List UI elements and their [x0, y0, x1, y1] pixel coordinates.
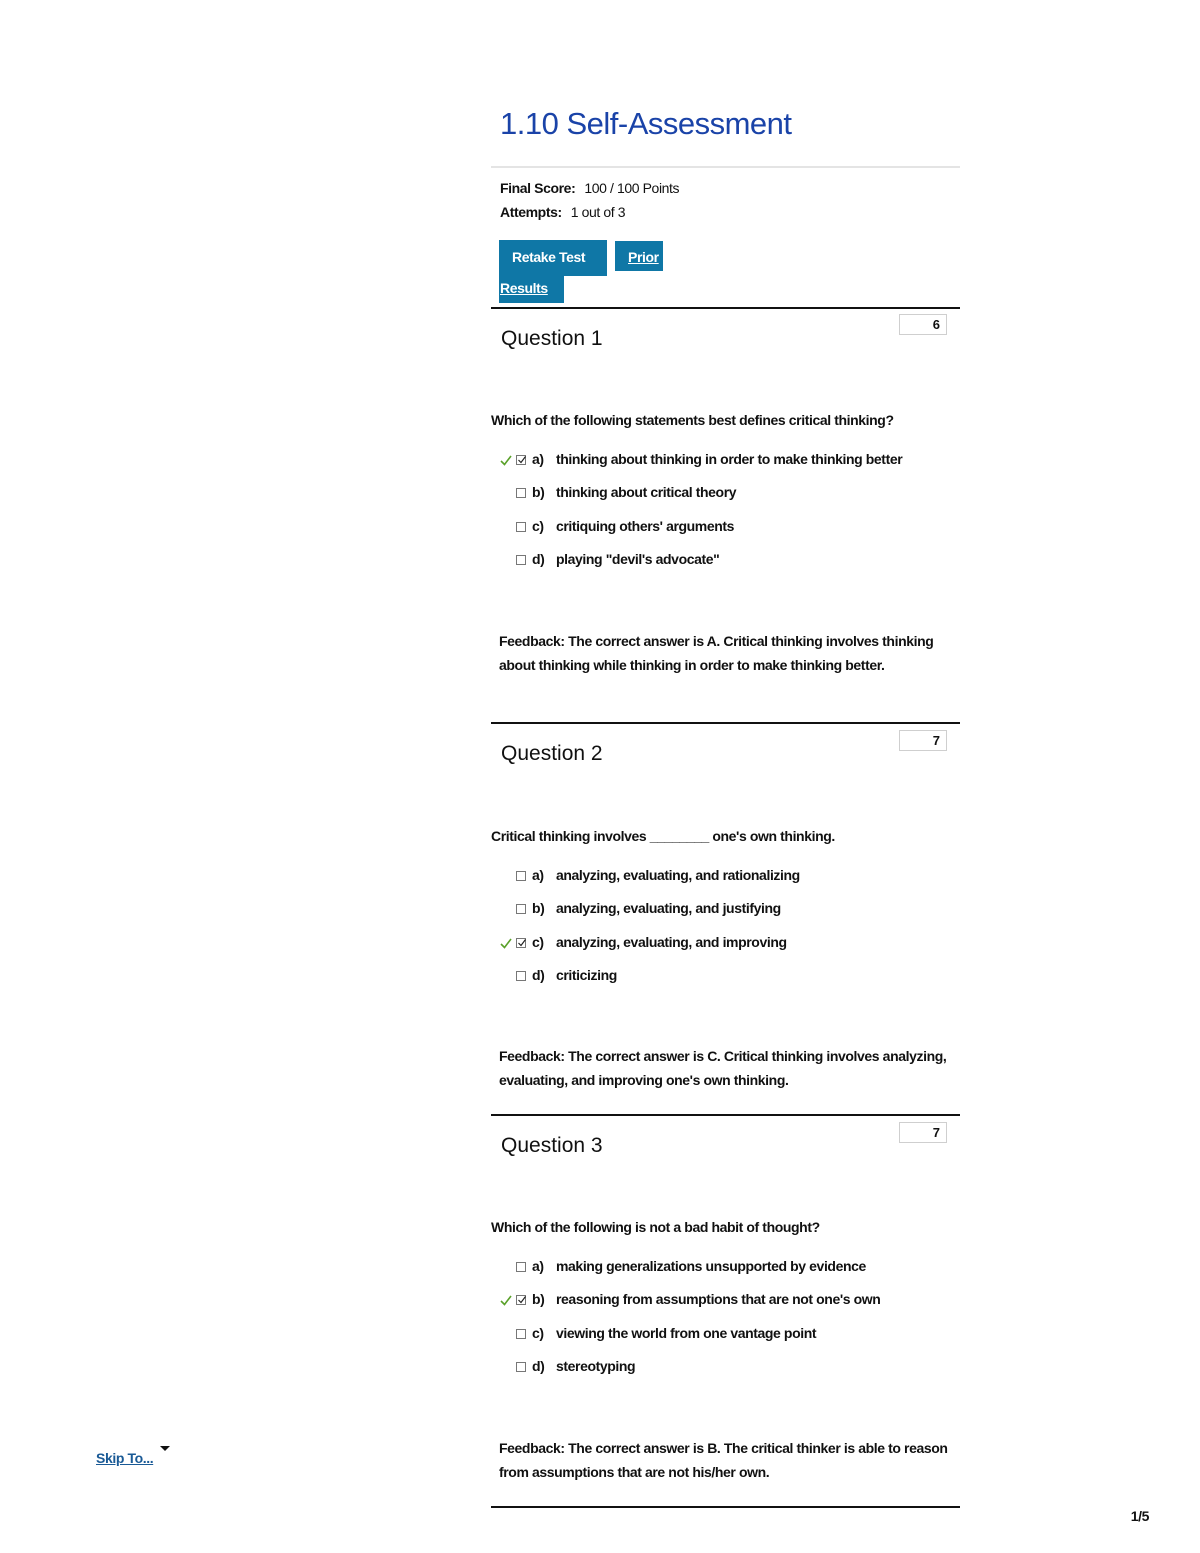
page-title: 1.10 Self-Assessment [500, 106, 792, 141]
option-letter: b) [532, 1291, 545, 1308]
attempts-value: 1 out of 3 [570, 204, 626, 220]
question-title: Question 2 [501, 742, 603, 765]
checkbox[interactable] [516, 1362, 526, 1372]
checkbox[interactable] [516, 1329, 526, 1339]
option-text: playing "devil's advocate" [556, 550, 720, 567]
question-points: 7 [899, 730, 947, 751]
checkbox-checked[interactable] [516, 455, 526, 465]
option-letter: a) [532, 451, 544, 467]
checkbox[interactable] [516, 871, 526, 881]
option-text: viewing the world from one vantage point [556, 1324, 817, 1341]
prior-results-button-continued[interactable]: Results [499, 276, 564, 303]
question-divider [491, 1506, 960, 1508]
feedback-label: Feedback: [499, 633, 565, 649]
checkbox[interactable] [516, 555, 526, 565]
correct-check-icon [498, 935, 514, 951]
title-divider [491, 166, 960, 168]
option-letter: d) [532, 1357, 545, 1374]
checkbox-checked[interactable] [516, 938, 526, 948]
checkbox[interactable] [516, 522, 526, 532]
feedback [499, 1044, 959, 1092]
option-letter: a) [532, 1258, 544, 1274]
option-letter: c) [532, 517, 544, 534]
page-number: 1/5 [1130, 1508, 1149, 1524]
option-text: criticizing [556, 966, 617, 983]
feedback-label: Feedback: [499, 1440, 565, 1456]
feedback-text: The correct answer is A. Critical thinking involves thinking about thinking while thinking in order to make thinking better. [499, 633, 934, 673]
option-text: thinking about critical theory [556, 484, 737, 501]
question-text: Critical thinking involves ________ one's own thinking. [491, 828, 835, 844]
option-letter: a) [532, 867, 544, 883]
checkbox[interactable] [516, 971, 526, 981]
checkbox[interactable] [516, 1262, 526, 1272]
question-points: 6 [899, 314, 947, 335]
feedback [499, 629, 959, 677]
attempts [500, 204, 625, 220]
option-text: critiquing others' arguments [556, 517, 735, 534]
checkbox[interactable] [516, 488, 526, 498]
option-text: making generalizations unsupported by evidence [556, 1258, 866, 1274]
option-letter: c) [532, 1324, 544, 1341]
option-text: analyzing, evaluating, and improving [556, 933, 787, 950]
option-letter: b) [532, 484, 545, 501]
option-text: analyzing, evaluating, and rationalizing [556, 867, 800, 883]
final-score-value: 100 / 100 Points [584, 180, 680, 196]
question-text: Which of the following is not a bad habit of thought? [491, 1219, 820, 1235]
retake-test-button[interactable]: Retake Test [499, 240, 607, 276]
checkbox[interactable] [516, 904, 526, 914]
final-score-label: Final Score: [500, 180, 576, 196]
chevron-down-icon[interactable] [160, 1446, 170, 1451]
checkbox-checked[interactable] [516, 1295, 526, 1305]
option-text: stereotyping [556, 1357, 636, 1374]
option-letter: b) [532, 900, 545, 917]
option-text: reasoning from assumptions that are not one's own [556, 1291, 881, 1308]
final-score [500, 180, 679, 196]
question-divider [491, 722, 960, 724]
correct-check-icon [498, 452, 514, 468]
correct-check-icon [498, 1292, 514, 1308]
option-letter: c) [532, 933, 544, 950]
skip-to-link[interactable]: Skip To... [96, 1450, 154, 1466]
question-title: Question 1 [501, 327, 603, 350]
question-divider [491, 307, 960, 309]
option-letter: d) [532, 550, 545, 567]
feedback-text: The correct answer is C. Critical thinking involves analyzing, evaluating, and improving one's own thinking. [499, 1048, 947, 1088]
option-letter: d) [532, 966, 545, 983]
question-points: 7 [899, 1122, 947, 1143]
feedback-label: Feedback: [499, 1048, 565, 1064]
question-divider [491, 1114, 960, 1116]
option-text: thinking about thinking in order to make thinking better [556, 451, 903, 467]
question-title: Question 3 [501, 1134, 603, 1157]
feedback [499, 1436, 959, 1484]
question-text: Which of the following statements best defines critical thinking? [491, 412, 894, 428]
option-text: analyzing, evaluating, and justifying [556, 900, 781, 917]
prior-results-button[interactable]: Prior [615, 241, 663, 271]
feedback-text: The correct answer is B. The critical thinker is able to reason from assumptions that are not his/her own. [499, 1440, 948, 1480]
attempts-label: Attempts: [500, 204, 562, 220]
